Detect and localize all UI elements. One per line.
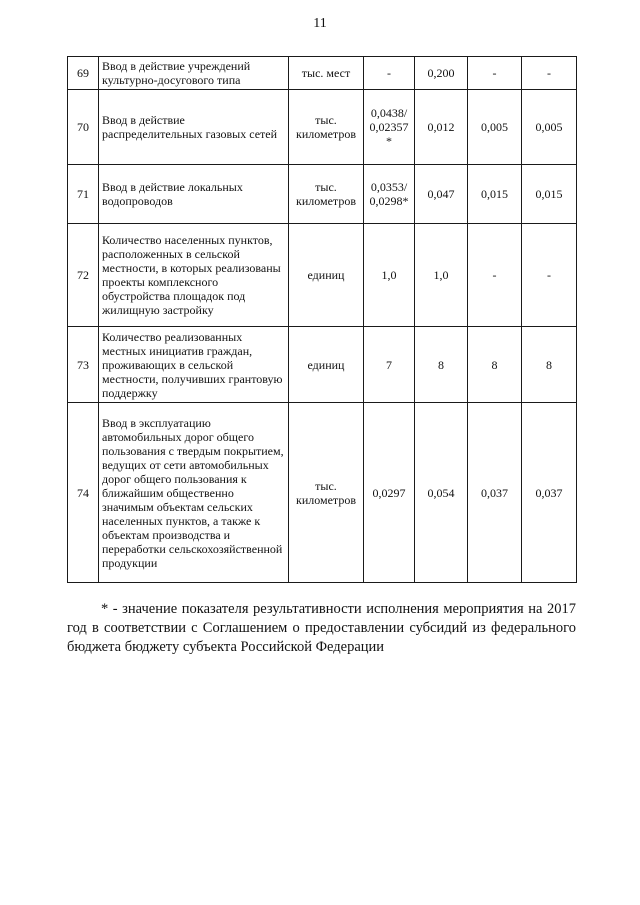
value-cell: 0,0438/ 0,02357 * <box>364 90 415 165</box>
row-number: 73 <box>68 327 99 403</box>
value-cell: 0,047 <box>415 165 468 224</box>
unit-cell: тыс. километров <box>289 403 364 583</box>
value-cell: 0,037 <box>522 403 577 583</box>
indicator-name: Ввод в действие распределительных газовых сетей <box>99 90 289 165</box>
value-cell: 1,0 <box>415 224 468 327</box>
table-row <box>68 165 577 224</box>
row-number: 74 <box>68 403 99 583</box>
table-row <box>68 224 577 327</box>
indicator-name: Ввод в действие локальных водопроводов <box>99 165 289 224</box>
value-cell: 8 <box>415 327 468 403</box>
value-cell: 1,0 <box>364 224 415 327</box>
value-cell: 0,037 <box>468 403 522 583</box>
page-number: 11 <box>313 16 327 31</box>
value-cell: - <box>468 224 522 327</box>
indicators-table <box>67 56 577 583</box>
value-cell: 0,054 <box>415 403 468 583</box>
unit-cell: тыс. мест <box>289 57 364 90</box>
row-number: 71 <box>68 165 99 224</box>
indicator-name: Ввод в эксплуатацию автомобильных дорог общего пользования с твердым покрытием, ведущих от сети автомобильных дорог общего пользования к ближайшим общественно значимым объектам сельских населенных пунктов, а также к объектам производства и переработки сельскохозяйственной продукции <box>99 403 289 583</box>
value-cell: 0,0353/ 0,0298* <box>364 165 415 224</box>
value-cell: 7 <box>364 327 415 403</box>
unit-cell: единиц <box>289 327 364 403</box>
indicator-name: Ввод в действие учреждений культурно-досугового типа <box>99 57 289 90</box>
value-cell: 0,015 <box>468 165 522 224</box>
value-cell: 0,012 <box>415 90 468 165</box>
table-row <box>68 57 577 90</box>
value-cell: 0,0297 <box>364 403 415 583</box>
indicator-name: Количество населенных пунктов, расположенных в сельской местности, в которых реализованы проекты комплексного обустройства площадок под жилищную застройку <box>99 224 289 327</box>
unit-cell: тыс. километров <box>289 165 364 224</box>
unit-cell: единиц <box>289 224 364 327</box>
value-cell: 0,200 <box>415 57 468 90</box>
row-number: 72 <box>68 224 99 327</box>
table-row <box>68 90 577 165</box>
table-body <box>68 57 577 583</box>
row-number: 70 <box>68 90 99 165</box>
value-cell: - <box>522 224 577 327</box>
value-cell: 0,005 <box>468 90 522 165</box>
value-cell: 8 <box>522 327 577 403</box>
row-number: 69 <box>68 57 99 90</box>
value-cell: 0,015 <box>522 165 577 224</box>
value-cell: - <box>364 57 415 90</box>
indicator-name: Количество реализованных местных инициатив граждан, проживающих в сельской местности, получивших грантовую поддержку <box>99 327 289 403</box>
footnote-text: * - значение показателя результативности исполнения мероприятия на 2017 год в соответствии с Соглашением о предоставлении субсидий из федерального бюджета бюджету субъекта Российской Федерации <box>67 601 576 655</box>
unit-cell: тыс. километров <box>289 90 364 165</box>
table-row <box>68 327 577 403</box>
value-cell: - <box>522 57 577 90</box>
value-cell: - <box>468 57 522 90</box>
value-cell: 8 <box>468 327 522 403</box>
value-cell: 0,005 <box>522 90 577 165</box>
table-row <box>68 403 577 583</box>
